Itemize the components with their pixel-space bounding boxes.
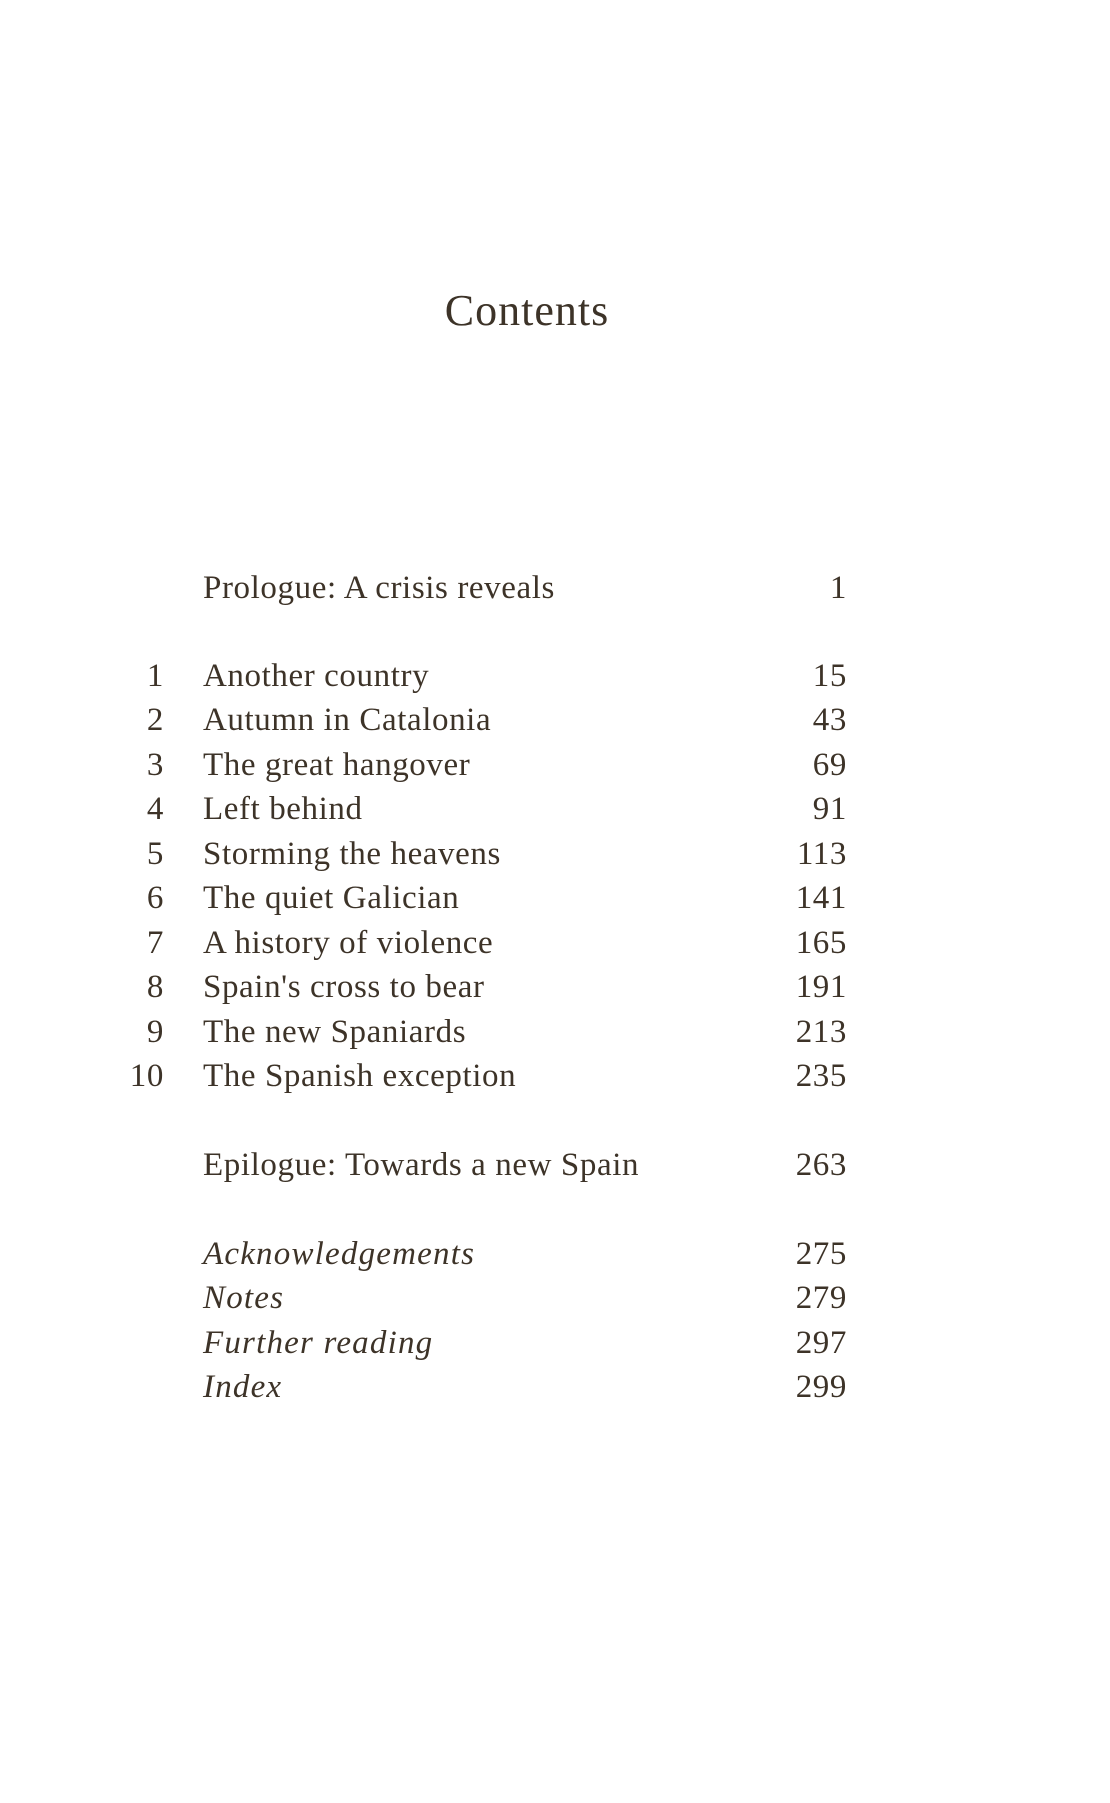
toc-entry-chapter xyxy=(0,654,1110,698)
page-number: 91 xyxy=(812,791,847,827)
entry-title: The quiet Galician xyxy=(203,880,460,916)
page-number: 43 xyxy=(812,702,847,738)
toc-entry-prologue xyxy=(0,566,1110,610)
page-number: 15 xyxy=(812,658,847,694)
toc-entry-back-matter xyxy=(0,1365,1110,1409)
entry-title: Acknowledgements xyxy=(203,1236,476,1272)
toc-entry-chapter xyxy=(0,876,1110,920)
toc-entry-chapter xyxy=(0,921,1110,965)
page-number: 69 xyxy=(812,747,847,783)
entry-title: A history of violence xyxy=(203,925,494,961)
entry-title: The Spanish exception xyxy=(203,1058,517,1094)
chapter-number: 10 xyxy=(129,1058,164,1094)
toc-entry-chapter xyxy=(0,1054,1110,1098)
page-number: 275 xyxy=(795,1236,847,1272)
entry-title: The new Spaniards xyxy=(203,1014,467,1050)
chapter-number: 7 xyxy=(146,925,164,961)
toc-entry-back-matter xyxy=(0,1321,1110,1365)
toc-entry-back-matter xyxy=(0,1232,1110,1276)
toc-entry-chapter xyxy=(0,698,1110,742)
entry-title: Spain's cross to bear xyxy=(203,969,485,1005)
chapter-number: 6 xyxy=(146,880,164,916)
entry-title: Storming the heavens xyxy=(203,836,501,872)
chapter-number: 3 xyxy=(146,747,164,783)
entry-title: Further reading xyxy=(203,1325,434,1361)
entry-title: Prologue: A crisis reveals xyxy=(203,570,555,606)
entry-title: Another country xyxy=(203,658,430,694)
chapter-number: 1 xyxy=(146,658,164,694)
toc-entry-back-matter xyxy=(0,1276,1110,1320)
toc-entry-epilogue xyxy=(0,1143,1110,1187)
toc-entry-chapter xyxy=(0,1010,1110,1054)
entry-title: The great hangover xyxy=(203,747,471,783)
toc-entry-chapter xyxy=(0,965,1110,1009)
page-number: 165 xyxy=(795,925,847,961)
page-number: 141 xyxy=(795,880,847,916)
toc-entry-chapter xyxy=(0,832,1110,876)
entry-title: Epilogue: Towards a new Spain xyxy=(203,1147,640,1183)
toc-entry-chapter xyxy=(0,743,1110,787)
page-number: 235 xyxy=(795,1058,847,1094)
page-number: 263 xyxy=(795,1147,847,1183)
page-title: Contents xyxy=(444,286,610,335)
page-number: 213 xyxy=(795,1014,847,1050)
page-number: 191 xyxy=(795,969,847,1005)
entry-title: Autumn in Catalonia xyxy=(203,702,492,738)
chapter-number: 5 xyxy=(146,836,164,872)
entry-title: Left behind xyxy=(203,791,363,827)
chapter-number: 8 xyxy=(146,969,164,1005)
entry-title: Index xyxy=(203,1369,283,1405)
chapter-number: 9 xyxy=(146,1014,164,1050)
entry-title: Notes xyxy=(203,1280,285,1316)
page-number: 299 xyxy=(795,1369,847,1405)
page-number: 279 xyxy=(795,1280,847,1316)
page-number: 1 xyxy=(829,570,847,606)
toc-entry-chapter xyxy=(0,787,1110,831)
chapter-number: 2 xyxy=(146,702,164,738)
page-number: 297 xyxy=(795,1325,847,1361)
chapter-number: 4 xyxy=(146,791,164,827)
page-number: 113 xyxy=(796,836,847,872)
